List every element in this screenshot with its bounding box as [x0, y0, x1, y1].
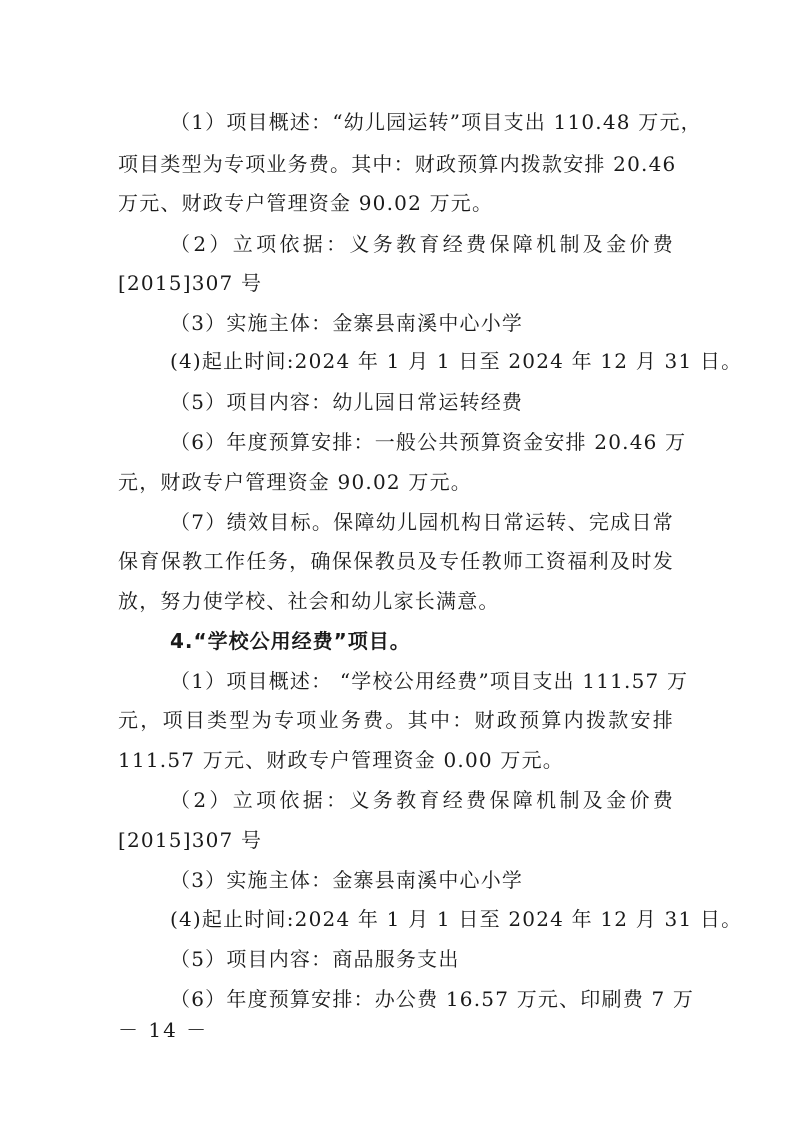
- text-line: （3）实施主体：金寨县南溪中心小学: [170, 311, 524, 335]
- text-line: （5）项目内容：幼儿园日常运转经费: [170, 390, 524, 414]
- text-line: (4)起止时间:2024 年 1 月 1 日至 2024 年 12 月 31 日。: [170, 349, 743, 373]
- text-line: [2015]307 号: [118, 828, 263, 852]
- text-line: （2）立项依据：义务教育经费保障机制及金价费: [170, 232, 674, 256]
- text-line: （7）绩效目标。保障幼儿园机构日常运转、完成日常: [170, 510, 674, 534]
- text-line: 项目类型为专项业务费。其中：财政预算内拨款安排 20.46: [118, 152, 677, 176]
- text-line: 111.57 万元、财政专户管理资金 0.00 万元。: [118, 748, 564, 772]
- text-line: （1）项目概述： “学校公用经费”项目支出 111.57 万: [170, 669, 689, 693]
- text-line: (4)起止时间:2024 年 1 月 1 日至 2024 年 12 月 31 日。: [170, 907, 743, 931]
- text-line: （3）实施主体：金寨县南溪中心小学: [170, 868, 524, 892]
- text-line: 元，财政专户管理资金 90.02 万元。: [118, 470, 472, 494]
- text-line: [2015]307 号: [118, 271, 263, 295]
- text-line: 保育保教工作任务，确保保教员及专任教师工资福利及时发: [118, 549, 674, 573]
- text-line: （6）年度预算安排：一般公共预算资金安排 20.46 万: [170, 430, 687, 454]
- text-line: 元，项目类型为专项业务费。其中：财政预算内拨款安排: [118, 708, 674, 732]
- text-line: （6）年度预算安排：办公费 16.57 万元、印刷费 7 万: [170, 987, 695, 1011]
- page-number: － 14 －: [118, 1018, 209, 1042]
- section-heading: 4.“学校公用经费”项目。: [170, 629, 411, 653]
- text-line: 万元、财政专户管理资金 90.02 万元。: [118, 191, 494, 215]
- text-line: （5）项目内容：商品服务支出: [170, 947, 460, 971]
- text-line: 放，努力使学校、社会和幼儿家长满意。: [118, 589, 500, 613]
- text-line: （1）项目概述：“幼儿园运转”项目支出 110.48 万元，: [170, 110, 702, 134]
- text-line: （2）立项依据：义务教育经费保障机制及金价费: [170, 788, 674, 812]
